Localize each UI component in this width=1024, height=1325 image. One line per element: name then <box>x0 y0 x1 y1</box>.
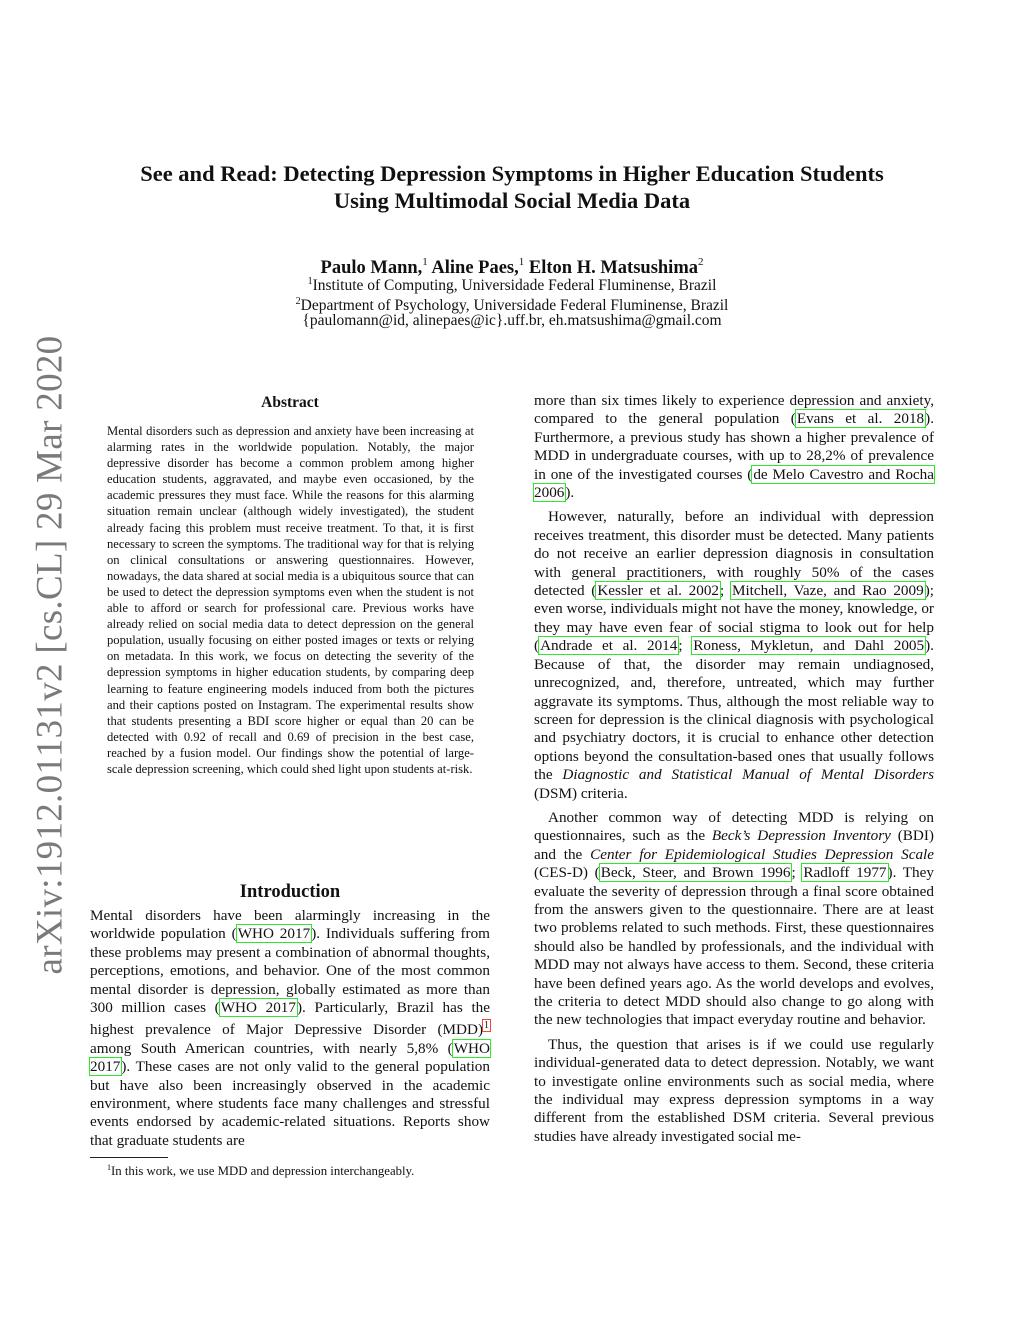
introduction-text <box>90 907 490 1150</box>
text-run: ). Individuals suffering from these problems may present a combination of abnormal thoughts, perceptions, emotions, and behavior. One of the most common mental disorder is depression, globally estimated as more than 300 million cases ( <box>90 925 490 1017</box>
citation-link[interactable]: WHO 2017 <box>220 999 296 1017</box>
footnote-link[interactable]: 1 <box>484 1020 489 1032</box>
footnote-text: In this work, we use MDD and depression interchangeably. <box>111 1164 415 1178</box>
text-run: Mental disorders have been alarmingly increasing in the worldwide population ( <box>90 907 490 943</box>
text-run: ). Particularly, Brazil has the highest prevalence of Major Depressive Disorder (MDD) <box>90 999 490 1039</box>
title-line-2: Using Multimodal Social Media Data <box>333 188 691 213</box>
author-affiliation-mark: 1 <box>518 256 525 268</box>
body-paragraph: Thus, the question that arises is if we could use regularly individual-generated data to detect depression. Notably, we want to investigate online environments such as social media, where the individual may express depression symptoms in a way different from the established DSM criteria. Several previous studies have already investigated social me- <box>534 1035 934 1145</box>
italic-term: Center for Epidemiological Studies Depression Scale <box>590 845 934 863</box>
body-paragraph <box>534 508 934 803</box>
text-run: ). Because of that, the disorder may remain undiagnosed, unrecognized, and, therefore, untreated, which may further aggravate its symptoms. Thus, although the most reliable way to screen for depression is the clinical diagnosis with psychological and psychiatry doctors, it is crucial to enhance other detection options beyond the consultation-based ones that usually follows the <box>534 637 934 784</box>
text-run: (BDI) and the <box>534 827 934 863</box>
citation-link[interactable]: Roness, Mykletun, and Dahl 2005 <box>693 637 925 655</box>
body-paragraph <box>534 392 934 502</box>
paper-title <box>90 160 934 214</box>
body-paragraph <box>534 809 934 1030</box>
citation-link[interactable]: Andrade et al. 2014 <box>540 637 678 655</box>
text-run: ); even worse, individuals might not have the money, knowledge, or they may have even fear of social stigma to look out for help ( <box>534 582 934 655</box>
text-run: Another common way of detecting MDD is relying on questionnaires, such as the <box>534 808 934 845</box>
citation-link[interactable]: WHO 2017 <box>237 925 311 943</box>
text-run: (DSM) criteria. <box>534 784 628 802</box>
abstract-text <box>107 423 474 777</box>
text-run: more than six times likely to experience depression and anxiety, compared to the general population ( <box>534 392 934 428</box>
citation-link[interactable]: Mitchell, Vaze, and Rao 2009 <box>731 582 924 600</box>
text-run: ). They evaluate the severity of depression through a final score obtained from the answers given to the questionnaire. There are at least two problems related to such methods. First, these questionnaires should also be handled by professionals, and the individual with MDD may not always have access to them. Second, these criteria have been defined years ago. As the world develops and evolves, the criteria to detect MDD should also change to go along with the new technologies that impact everyday routine and behavior. <box>534 864 934 1029</box>
author-emails: {paulomann@id, alinepaes@ic}.uff.br, eh.matsushima@gmail.com <box>302 312 722 329</box>
text-run: ). <box>565 484 575 502</box>
footnote-mark: 1 <box>107 1163 111 1172</box>
footnote-divider <box>90 1157 168 1158</box>
author-affiliation-mark: 1 <box>422 256 428 268</box>
italic-term: Beck’s Depression Inventory <box>711 827 891 845</box>
author-name: Paulo Mann, <box>320 258 423 278</box>
author-name: Elton H. Matsushima <box>528 258 698 278</box>
citation-link[interactable]: Evans et al. 2018 <box>796 410 925 428</box>
affiliation-mark: 2 <box>295 296 301 307</box>
affiliation-text: Department of Psychology, Universidade Federal Fluminense, Brazil <box>300 297 729 314</box>
text-run: ). These cases are not only valid to the general population but have also been increasingly observed in the academic environment, where students face many challenges and stressful events endorsed by academic-related situations. Reports show that graduate students are <box>90 1058 490 1149</box>
arxiv-identifier: arXiv:1912.01131v2 [cs.CL] 29 Mar 2020 <box>29 335 71 975</box>
affiliation-mark: 1 <box>307 276 313 287</box>
text-run: (CES-D) ( <box>534 864 600 882</box>
italic-term: Diagnostic and Statistical Manual of Mental Disorders <box>562 766 934 784</box>
affiliation-text: Institute of Computing, Universidade Federal Fluminense, Brazil <box>312 277 717 294</box>
title-line-1: See and Read: Detecting Depression Symptoms in Higher Education Students <box>140 161 884 186</box>
text-run: However, naturally, before an individual with depression receives treatment, this disorder must be detected. Many patients do not receive an earlier depression diagnosis in consultation with general practitioners, with roughly 50% of the cases detected ( <box>534 508 934 600</box>
citation-link[interactable]: Kessler et al. 2002 <box>597 582 720 600</box>
citation-link[interactable]: WHO 2017 <box>90 1039 490 1076</box>
intro-paragraph <box>90 907 490 1150</box>
footnote <box>107 1160 490 1179</box>
citation-link[interactable]: Beck, Steer, and Brown 1996 <box>600 864 791 882</box>
introduction-heading: Introduction <box>239 882 341 902</box>
abstract-paragraph: Mental disorders such as depression and anxiety have been increasing at alarming rates in the worldwide population. Notably, the major depressive disorder has become a common problem among higher education students, aggravated, and maybe even occasioned, by the academic pressures they must face. While the reasons for this alarming situation remain unclear (although widely investigated), the student already facing this problem must receive treatment. To that, it is first necessary to screen the symptoms. The traditional way for that is relying on clinical consultations or answering questionnaires. However, nowadays, the data shared at social media is a ubiquitous source that can be used to detect the depression symptoms even when the student is not able to afford or search for professional care. Previous works have already relied on social media data to detect depression on the general population, usually focusing on either posted images or texts or relying on metadata. In this work, we focus on detecting the severity of the depression symptoms in higher education students, by comparing deep learning to feature engineering models induced from both the pictures and their captions posted on Instagram. The experimental results show that students presenting a BDI score higher or equal than 20 can be detected with 0.92 of recall and 0.69 of precision in the best case, reached by a fusion model. Our findings show the potential of large-scale depression screening, which could shed light upon students at-risk. <box>107 424 474 776</box>
author-affiliation-mark: 2 <box>697 256 704 268</box>
citation-link[interactable]: Radloff 1977 <box>803 864 887 882</box>
text-run: ; <box>791 864 803 882</box>
text-run: ; <box>720 582 731 600</box>
text-run: ). Furthermore, a previous study has shown a higher prevalence of MDD in undergraduate courses, with up to 28,2% of prevalence in one of the investigated courses ( <box>534 410 934 483</box>
right-column-text <box>534 392 934 1146</box>
text-run: ; <box>678 637 693 655</box>
abstract-heading: Abstract <box>261 394 319 411</box>
citation-link[interactable]: de Melo Cavestro and Rocha 2006 <box>534 465 934 502</box>
author-name: Aline Paes, <box>431 258 519 278</box>
text-run: among South American countries, with nearly 5,8% ( <box>90 1039 453 1057</box>
